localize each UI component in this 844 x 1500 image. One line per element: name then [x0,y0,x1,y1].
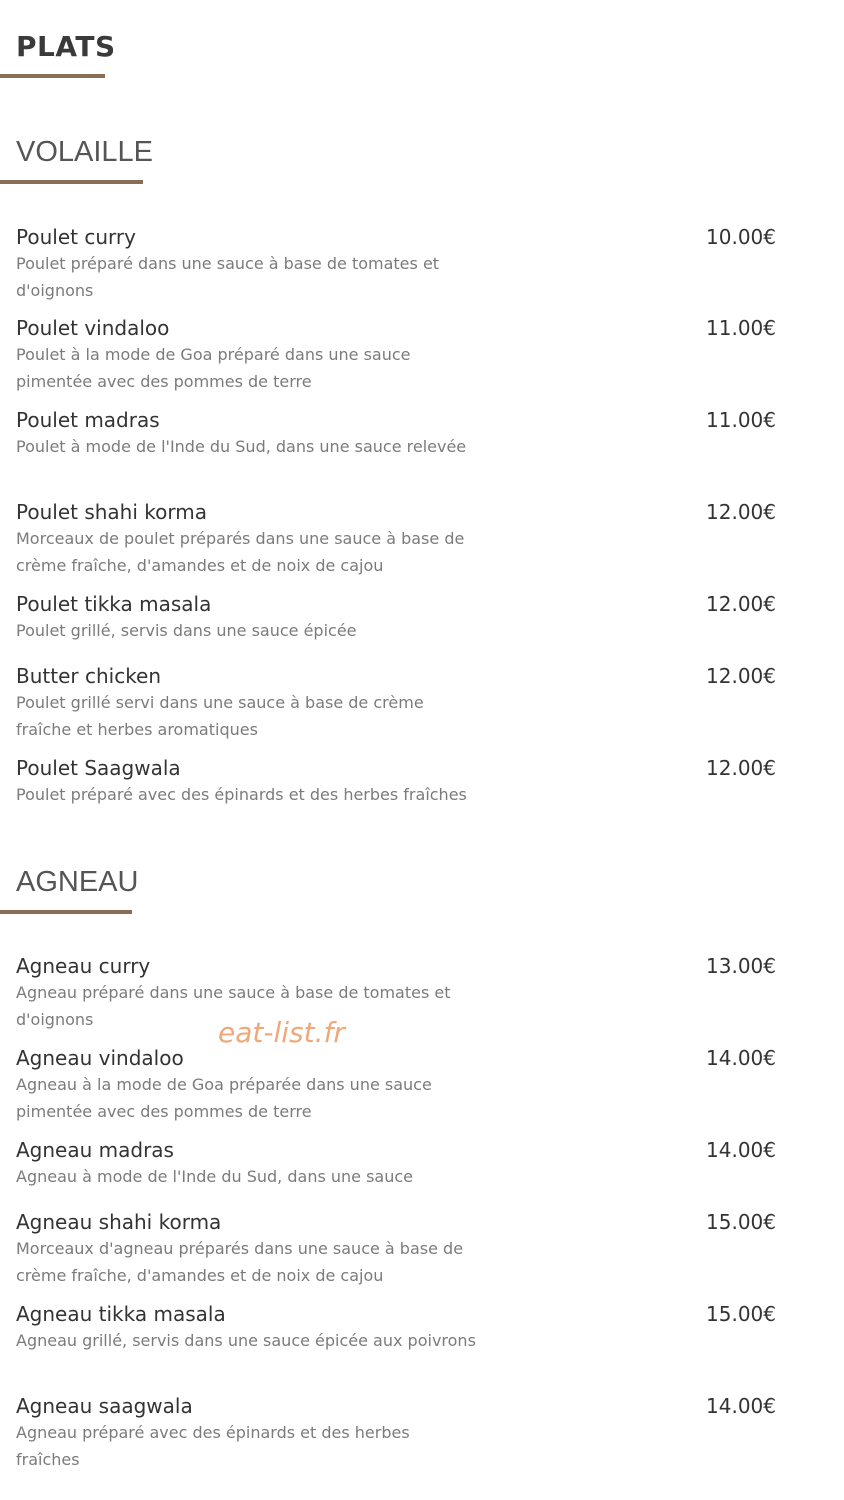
section-underline [0,910,132,914]
item-description: Agneau à la mode de Goa préparée dans une sauce pimentée avec des pommes de terre [16,1075,432,1121]
menu-item [16,1301,786,1354]
item-description: Poulet grillé, servis dans une sauce épicée [16,621,357,640]
item-description: Poulet à mode de l'Inde du Sud, dans une sauce relevée [16,437,467,456]
menu-item [16,591,786,644]
item-price: 11.00€ [706,316,776,340]
menu-item [16,755,786,808]
item-name: Poulet tikka masala [16,592,212,616]
item-description: Agneau à mode de l'Inde du Sud, dans une sauce [16,1167,414,1186]
menu-item [16,953,786,1033]
item-name: Agneau shahi korma [16,1210,222,1234]
item-description: Poulet à la mode de Goa préparé dans une sauce pimentée avec des pommes de terre [16,345,411,391]
item-description: Poulet grillé servi dans une sauce à base de crème fraîche et herbes aromatiques [16,693,424,739]
item-name: Agneau madras [16,1138,174,1162]
item-name: Poulet Saagwala [16,756,181,780]
item-description: Agneau préparé dans une sauce à base de tomates et d'oignons [16,983,451,1029]
item-description: Morceaux de poulet préparés dans une sauce à base de crème fraîche, d'amandes et de noix de cajou [16,529,465,575]
item-price: 12.00€ [706,500,776,524]
item-price: 13.00€ [706,954,776,978]
item-price: 11.00€ [706,408,776,432]
menu-item [16,663,786,743]
menu-item [16,1393,786,1473]
item-price: 12.00€ [706,756,776,780]
watermark: eat-list.fr [218,1016,345,1049]
menu-item [16,407,786,460]
menu-item [16,1137,786,1190]
item-name: Poulet shahi korma [16,500,207,524]
item-price: 15.00€ [706,1210,776,1234]
item-price: 10.00€ [706,225,776,249]
item-name: Poulet madras [16,408,160,432]
section-title-agneau: AGNEAU [16,866,139,898]
menu-item [16,1045,786,1125]
item-name: Agneau tikka masala [16,1302,226,1326]
menu-item [16,1209,786,1289]
item-name: Poulet curry [16,225,136,249]
item-price: 12.00€ [706,592,776,616]
title-underline [0,74,105,78]
item-name: Agneau vindaloo [16,1046,184,1070]
item-description: Agneau grillé, servis dans une sauce épicée aux poivrons [16,1331,476,1350]
item-name: Agneau saagwala [16,1394,193,1418]
menu-item [16,315,786,395]
item-description: Poulet préparé avec des épinards et des herbes fraîches [16,785,467,804]
item-name: Poulet vindaloo [16,316,170,340]
item-price: 15.00€ [706,1302,776,1326]
item-description: Poulet préparé dans une sauce à base de tomates et d'oignons [16,254,440,300]
section-underline [0,180,143,184]
item-description: Morceaux d'agneau préparés dans une sauce à base de crème fraîche, d'amandes et de noix de cajou [16,1239,464,1285]
item-price: 14.00€ [706,1046,776,1070]
menu-item [16,499,786,579]
item-price: 14.00€ [706,1138,776,1162]
section-title-volaille: VOLAILLE [16,136,154,168]
item-name: Butter chicken [16,664,162,688]
item-name: Agneau curry [16,954,151,978]
menu-item [16,224,786,304]
item-description: Agneau préparé avec des épinards et des herbes fraîches [16,1423,410,1469]
item-price: 12.00€ [706,664,776,688]
item-price: 14.00€ [706,1394,776,1418]
page-title: PLATS [16,30,116,63]
